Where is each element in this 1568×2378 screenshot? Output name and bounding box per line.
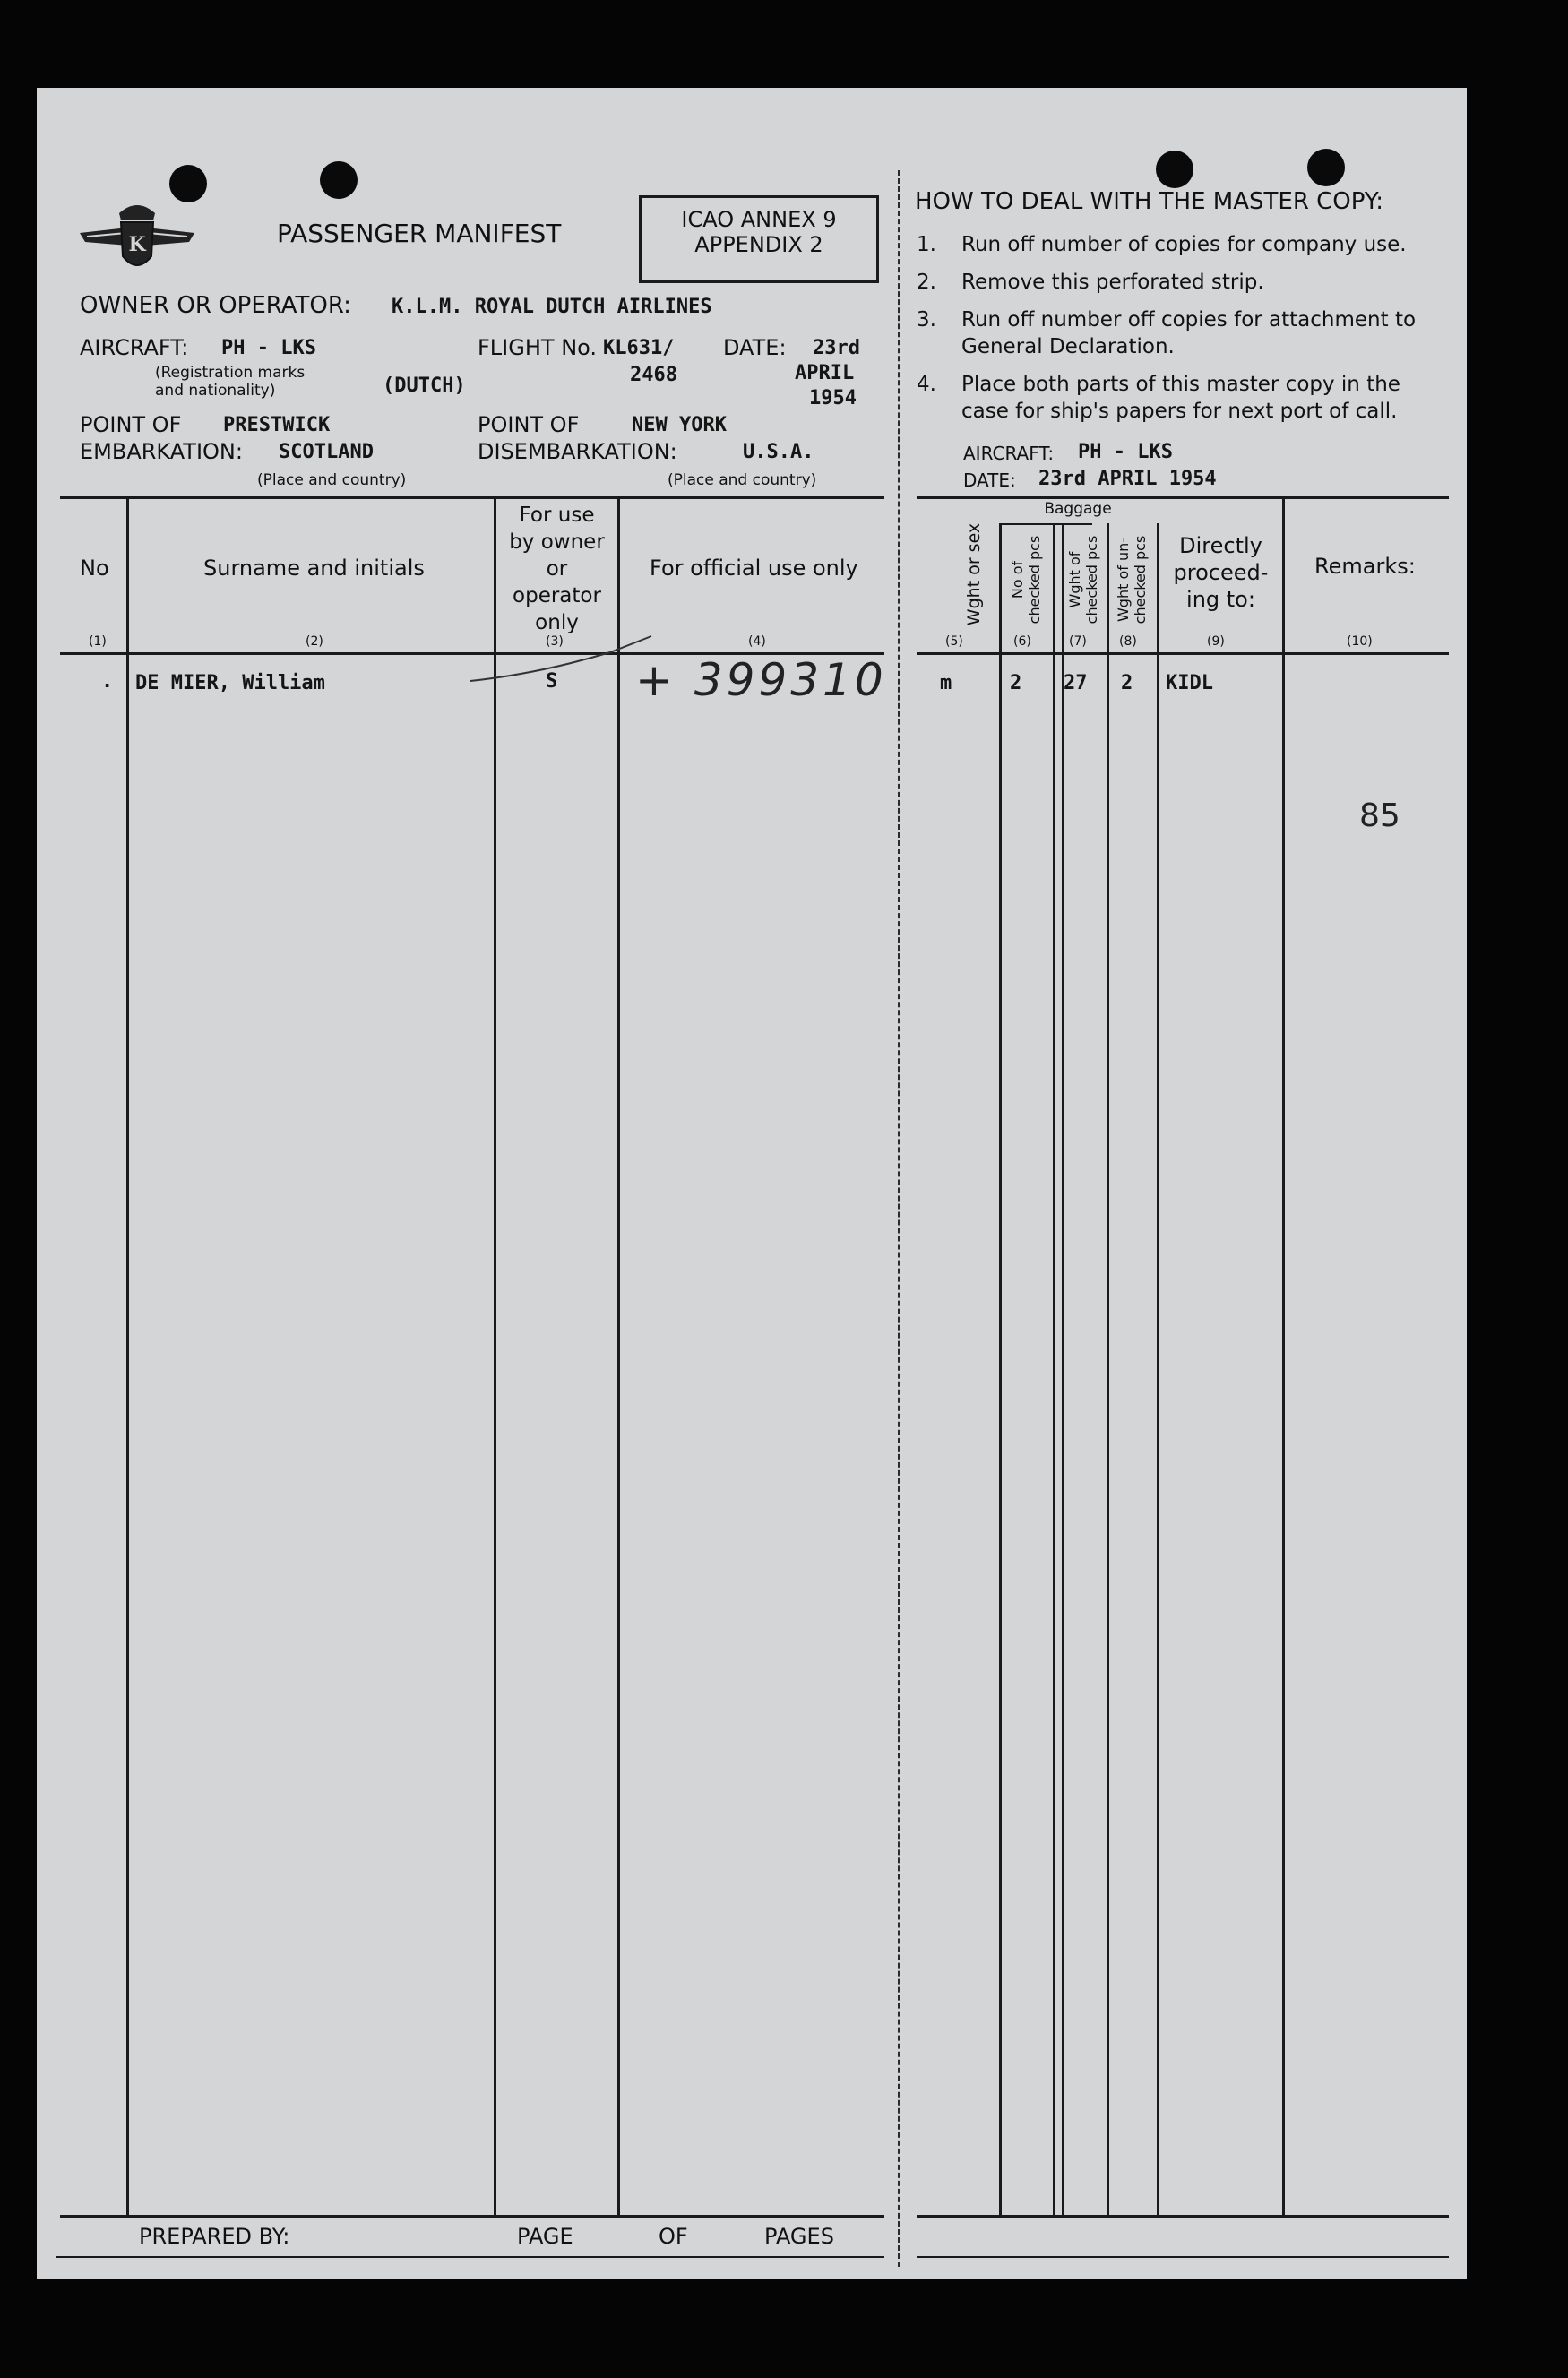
instruction-text: case for ship's papers for next port of call. [961, 400, 1398, 423]
column-number: (10) [1347, 634, 1373, 649]
appendix-line: APPENDIX 2 [694, 232, 823, 257]
header-wght-checked [1066, 508, 1100, 651]
operator-value: K.L.M. ROYAL DUTCH AIRLINES [392, 296, 712, 318]
header-owner-use-line: For use [519, 504, 595, 527]
checked-pieces: 2 [1010, 672, 1022, 694]
header-directly-line: proceed- [1173, 560, 1269, 585]
date-value: 1954 [809, 387, 857, 409]
header-remarks: Remarks: [1314, 554, 1416, 579]
aircraft-value: PH - LKS [221, 337, 316, 359]
aircraft-sublabel: and nationality) [155, 382, 276, 400]
flight-number: 2468 [630, 364, 677, 386]
klm-logo-icon [76, 194, 198, 276]
column-divider [126, 496, 129, 2215]
aircraft-sublabel: (Registration marks [155, 364, 306, 382]
passenger-sex: m [940, 672, 952, 694]
column-divider [1062, 523, 1064, 2215]
header-wght-unchecked-line: checked pcs [1132, 535, 1149, 625]
disembarkation-label: DISEMBARKATION: [478, 439, 677, 464]
unchecked-weight: 2 [1121, 672, 1133, 694]
instruction-number: 2. [917, 271, 936, 294]
official-number: + 399310 [635, 654, 887, 706]
page-label: PAGE [517, 2224, 573, 2249]
row-number: . [101, 670, 114, 693]
table-bottom-rule [917, 2215, 1449, 2218]
master-copy-heading: HOW TO DEAL WITH THE MASTER COPY: [915, 188, 1384, 215]
embarkation-label: EMBARKATION: [80, 439, 243, 464]
pages-label: PAGES [764, 2224, 834, 2249]
page-mark: 85 [1359, 797, 1400, 834]
column-divider [1107, 523, 1109, 2215]
column-number: (7) [1069, 634, 1087, 649]
aircraft-nationality: (DUTCH) [383, 375, 466, 397]
instruction-text: General Declaration. [961, 335, 1175, 358]
column-number: (8) [1119, 634, 1137, 649]
table-bottom-rule [60, 2215, 884, 2218]
date-label: DATE: [723, 335, 787, 360]
column-divider [1053, 523, 1055, 2215]
punch-hole [320, 161, 358, 199]
column-divider [999, 523, 1002, 2215]
date-value: 23rd [813, 337, 860, 359]
date-value: APRIL [795, 362, 855, 384]
owner-use-mark: S [546, 670, 558, 693]
header-checked-pcs [1009, 508, 1043, 651]
of-label: OF [659, 2224, 688, 2249]
header-baggage: Baggage [1044, 500, 1112, 518]
svg-text:K: K [128, 233, 146, 256]
punch-hole [1156, 151, 1193, 188]
column-number: (5) [945, 634, 963, 649]
passenger-name: DE MIER, William [135, 672, 325, 694]
instruction-number: 4. [917, 373, 936, 396]
aircraft-label: AIRCRAFT: [80, 335, 189, 360]
instruction-number: 1. [917, 233, 936, 256]
disembarkation-sublabel: (Place and country) [668, 471, 817, 489]
check-stroke [467, 634, 655, 688]
header-checked-pcs-line: checked pcs [1026, 535, 1043, 625]
column-divider [617, 496, 620, 2215]
footer-rule [917, 2256, 1449, 2258]
header-checked-pcs-line: No of [1009, 560, 1026, 599]
header-owner-use [496, 502, 617, 636]
embarkation-label: POINT OF [80, 412, 182, 437]
instruction-text: Remove this perforated strip. [961, 271, 1264, 294]
footer-rule [56, 2256, 884, 2258]
master-date-value: 23rd APRIL 1954 [1038, 468, 1217, 490]
instruction-text: Run off number off copies for attachment to [961, 308, 1417, 332]
disembarkation-value: U.S.A. [743, 441, 814, 463]
header-wght-unchecked-line: Wght of un- [1115, 537, 1132, 623]
header-owner-use-line: operator [513, 584, 601, 607]
destination: KIDL [1166, 672, 1213, 694]
disembarkation-value: NEW YORK [632, 414, 727, 436]
column-divider [494, 496, 496, 2215]
header-official-use: For official use only [650, 556, 858, 581]
instruction-text: Place both parts of this master copy in the [961, 373, 1400, 396]
master-aircraft-label: AIRCRAFT: [963, 443, 1055, 464]
perforation-line [898, 170, 900, 2267]
column-number: (4) [748, 634, 766, 649]
instruction-text: Run off number of copies for company use. [961, 233, 1407, 256]
embarkation-value: PRESTWICK [223, 414, 331, 436]
icao-annex-box [639, 195, 879, 283]
column-divider [1157, 523, 1159, 2215]
header-directly [1159, 532, 1282, 613]
master-aircraft-value: PH - LKS [1078, 441, 1173, 463]
header-directly-line: ing to: [1186, 587, 1255, 612]
table-top-rule [917, 496, 1449, 499]
column-number: (9) [1207, 634, 1225, 649]
table-header-rule [917, 652, 1449, 655]
header-surname: Surname and initials [203, 556, 425, 581]
manifest-sheet [37, 88, 1467, 2279]
column-divider [1282, 496, 1285, 2215]
flight-number: KL631/ [603, 337, 675, 359]
embarkation-value: SCOTLAND [279, 441, 374, 463]
header-wght-checked-line: checked pcs [1083, 535, 1100, 625]
operator-label: OWNER OR OPERATOR: [80, 292, 351, 319]
header-directly-line: Directly [1179, 533, 1262, 558]
table-top-rule [60, 496, 884, 499]
column-number: (1) [89, 634, 107, 649]
header-wght-sex: Wght or sex [964, 522, 984, 626]
header-owner-use-line: by owner [509, 530, 605, 554]
column-number: (6) [1013, 634, 1031, 649]
master-date-label: DATE: [963, 470, 1016, 491]
annex-line: ICAO ANNEX 9 [681, 207, 837, 232]
header-owner-use-line: only [535, 611, 579, 634]
disembarkation-label: POINT OF [478, 412, 580, 437]
column-number: (3) [546, 634, 564, 649]
embarkation-sublabel: (Place and country) [257, 471, 407, 489]
header-owner-use-line: or [546, 557, 568, 581]
form-title: PASSENGER MANIFEST [277, 219, 562, 248]
prepared-by-label: PREPARED BY: [139, 2224, 290, 2249]
header-no: No [80, 556, 109, 581]
header-wght-unchecked [1115, 508, 1149, 651]
punch-hole [1307, 149, 1345, 186]
header-wght-checked-line: Wght of [1066, 551, 1083, 608]
instruction-number: 3. [917, 308, 936, 332]
flight-label: FLIGHT No. [478, 335, 598, 360]
column-number: (2) [306, 634, 323, 649]
checked-weight: 27 [1064, 672, 1088, 694]
